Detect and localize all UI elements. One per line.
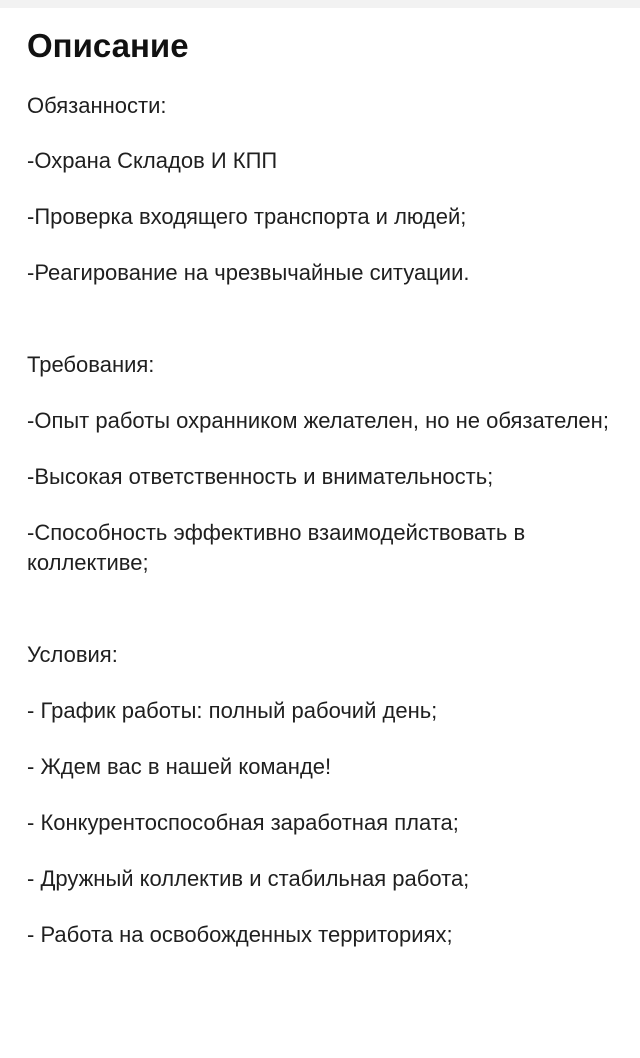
description-title: Описание [27, 27, 189, 64]
condition-item-4: - Дружный коллектив и стабильная работа; [27, 866, 470, 891]
requirement-item-2: -Высокая ответственность и внимательность; [27, 464, 494, 489]
condition-item-1: - График работы: полный рабочий день; [27, 698, 438, 723]
duties-heading: Обязанности: [27, 93, 167, 118]
condition-item-2: - Ждем вас в нашей команде! [27, 754, 332, 779]
condition-item-5: - Работа на освобожденных территориях; [27, 922, 453, 947]
duty-item-3: -Реагирование на чрезвычайные ситуации. [27, 260, 470, 285]
duty-item-2: -Проверка входящего транспорта и людей; [27, 204, 467, 229]
description-section [27, 24, 613, 950]
requirement-item-3: -Способность эффективно взаимодействовать в коллективе; [27, 520, 526, 575]
duty-item-1: -Охрана Складов И КПП [27, 148, 278, 173]
conditions-heading: Условия: [27, 642, 118, 667]
requirements-heading: Требования: [27, 352, 155, 377]
condition-item-3: - Конкурентоспособная заработная плата; [27, 810, 459, 835]
top-strip [0, 0, 640, 8]
requirement-item-1: -Опыт работы охранником желателен, но не обязателен; [27, 408, 609, 433]
